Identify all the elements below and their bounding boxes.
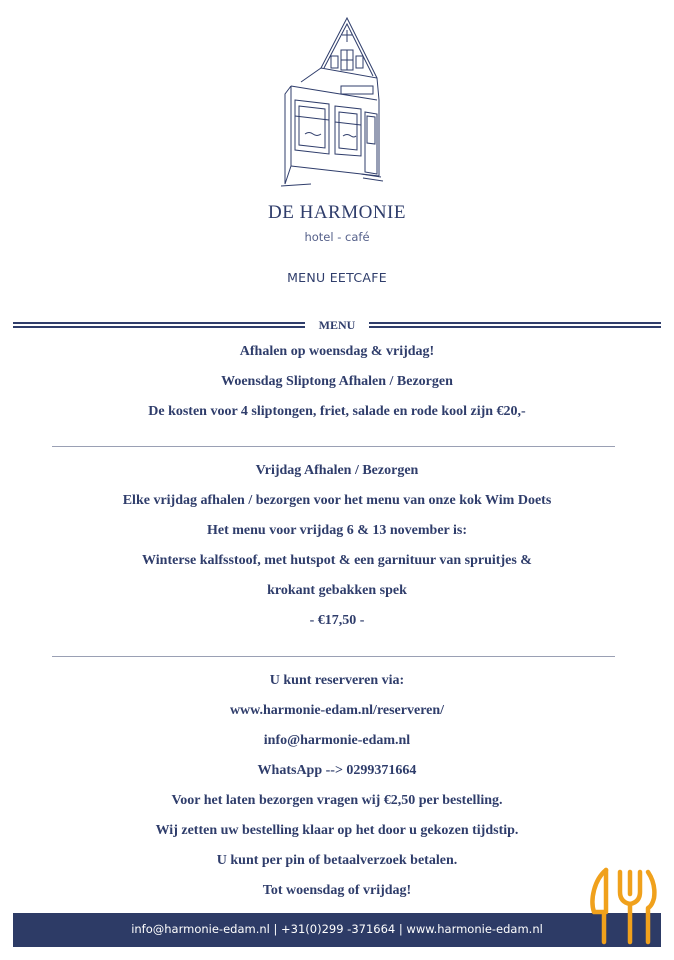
text-line: Winterse kalfsstoof, met hutspot & een garnituur van spruitjes & bbox=[142, 553, 532, 568]
whatsapp-line: WhatsApp --> 0299371664 bbox=[257, 763, 417, 778]
cutlery-icon bbox=[586, 866, 658, 948]
brand-title: DE HARMONIE bbox=[268, 202, 406, 223]
text-line: U kunt reserveren via: bbox=[269, 673, 405, 688]
section-label: MENU bbox=[305, 318, 369, 333]
footer-bar bbox=[13, 913, 661, 947]
reservation-link[interactable]: www.harmonie-edam.nl/reserveren/ bbox=[229, 703, 445, 718]
divider bbox=[52, 656, 615, 657]
menu-heading: MENU EETCAFE bbox=[287, 270, 387, 285]
divider bbox=[52, 446, 615, 447]
text-line: Tot woensdag of vrijdag! bbox=[262, 883, 412, 898]
text-line: Woensdag Sliptong Afhalen / Bezorgen bbox=[221, 374, 453, 389]
text-line: Voor het laten bezorgen vragen wij €2,50 per bestelling. bbox=[171, 793, 503, 808]
building-illustration-icon bbox=[281, 16, 393, 188]
text-line: krokant gebakken spek bbox=[267, 583, 407, 598]
text-line: Vrijdag Afhalen / Bezorgen bbox=[255, 463, 419, 478]
text-line: Afhalen op woensdag & vrijdag! bbox=[239, 344, 435, 359]
text-line: De kosten voor 4 sliptongen, friet, salade en rode kool zijn €20,- bbox=[148, 404, 526, 419]
email-link[interactable]: info@harmonie-edam.nl bbox=[263, 733, 411, 748]
text-line: U kunt per pin of betaalverzoek betalen. bbox=[216, 853, 458, 868]
text-line: Wij zetten uw bestelling klaar op het door u gekozen tijdstip. bbox=[155, 823, 519, 838]
price-line: - €17,50 - bbox=[309, 613, 365, 628]
text-line: Elke vrijdag afhalen / bezorgen voor het menu van onze kok Wim Doets bbox=[122, 493, 552, 508]
footer-contact: info@harmonie-edam.nl | +31(0)299 -371664 | www.harmonie-edam.nl bbox=[131, 922, 543, 936]
brand-subtitle: hotel - café bbox=[304, 230, 370, 244]
text-line: Het menu voor vrijdag 6 & 13 november is: bbox=[206, 523, 467, 538]
